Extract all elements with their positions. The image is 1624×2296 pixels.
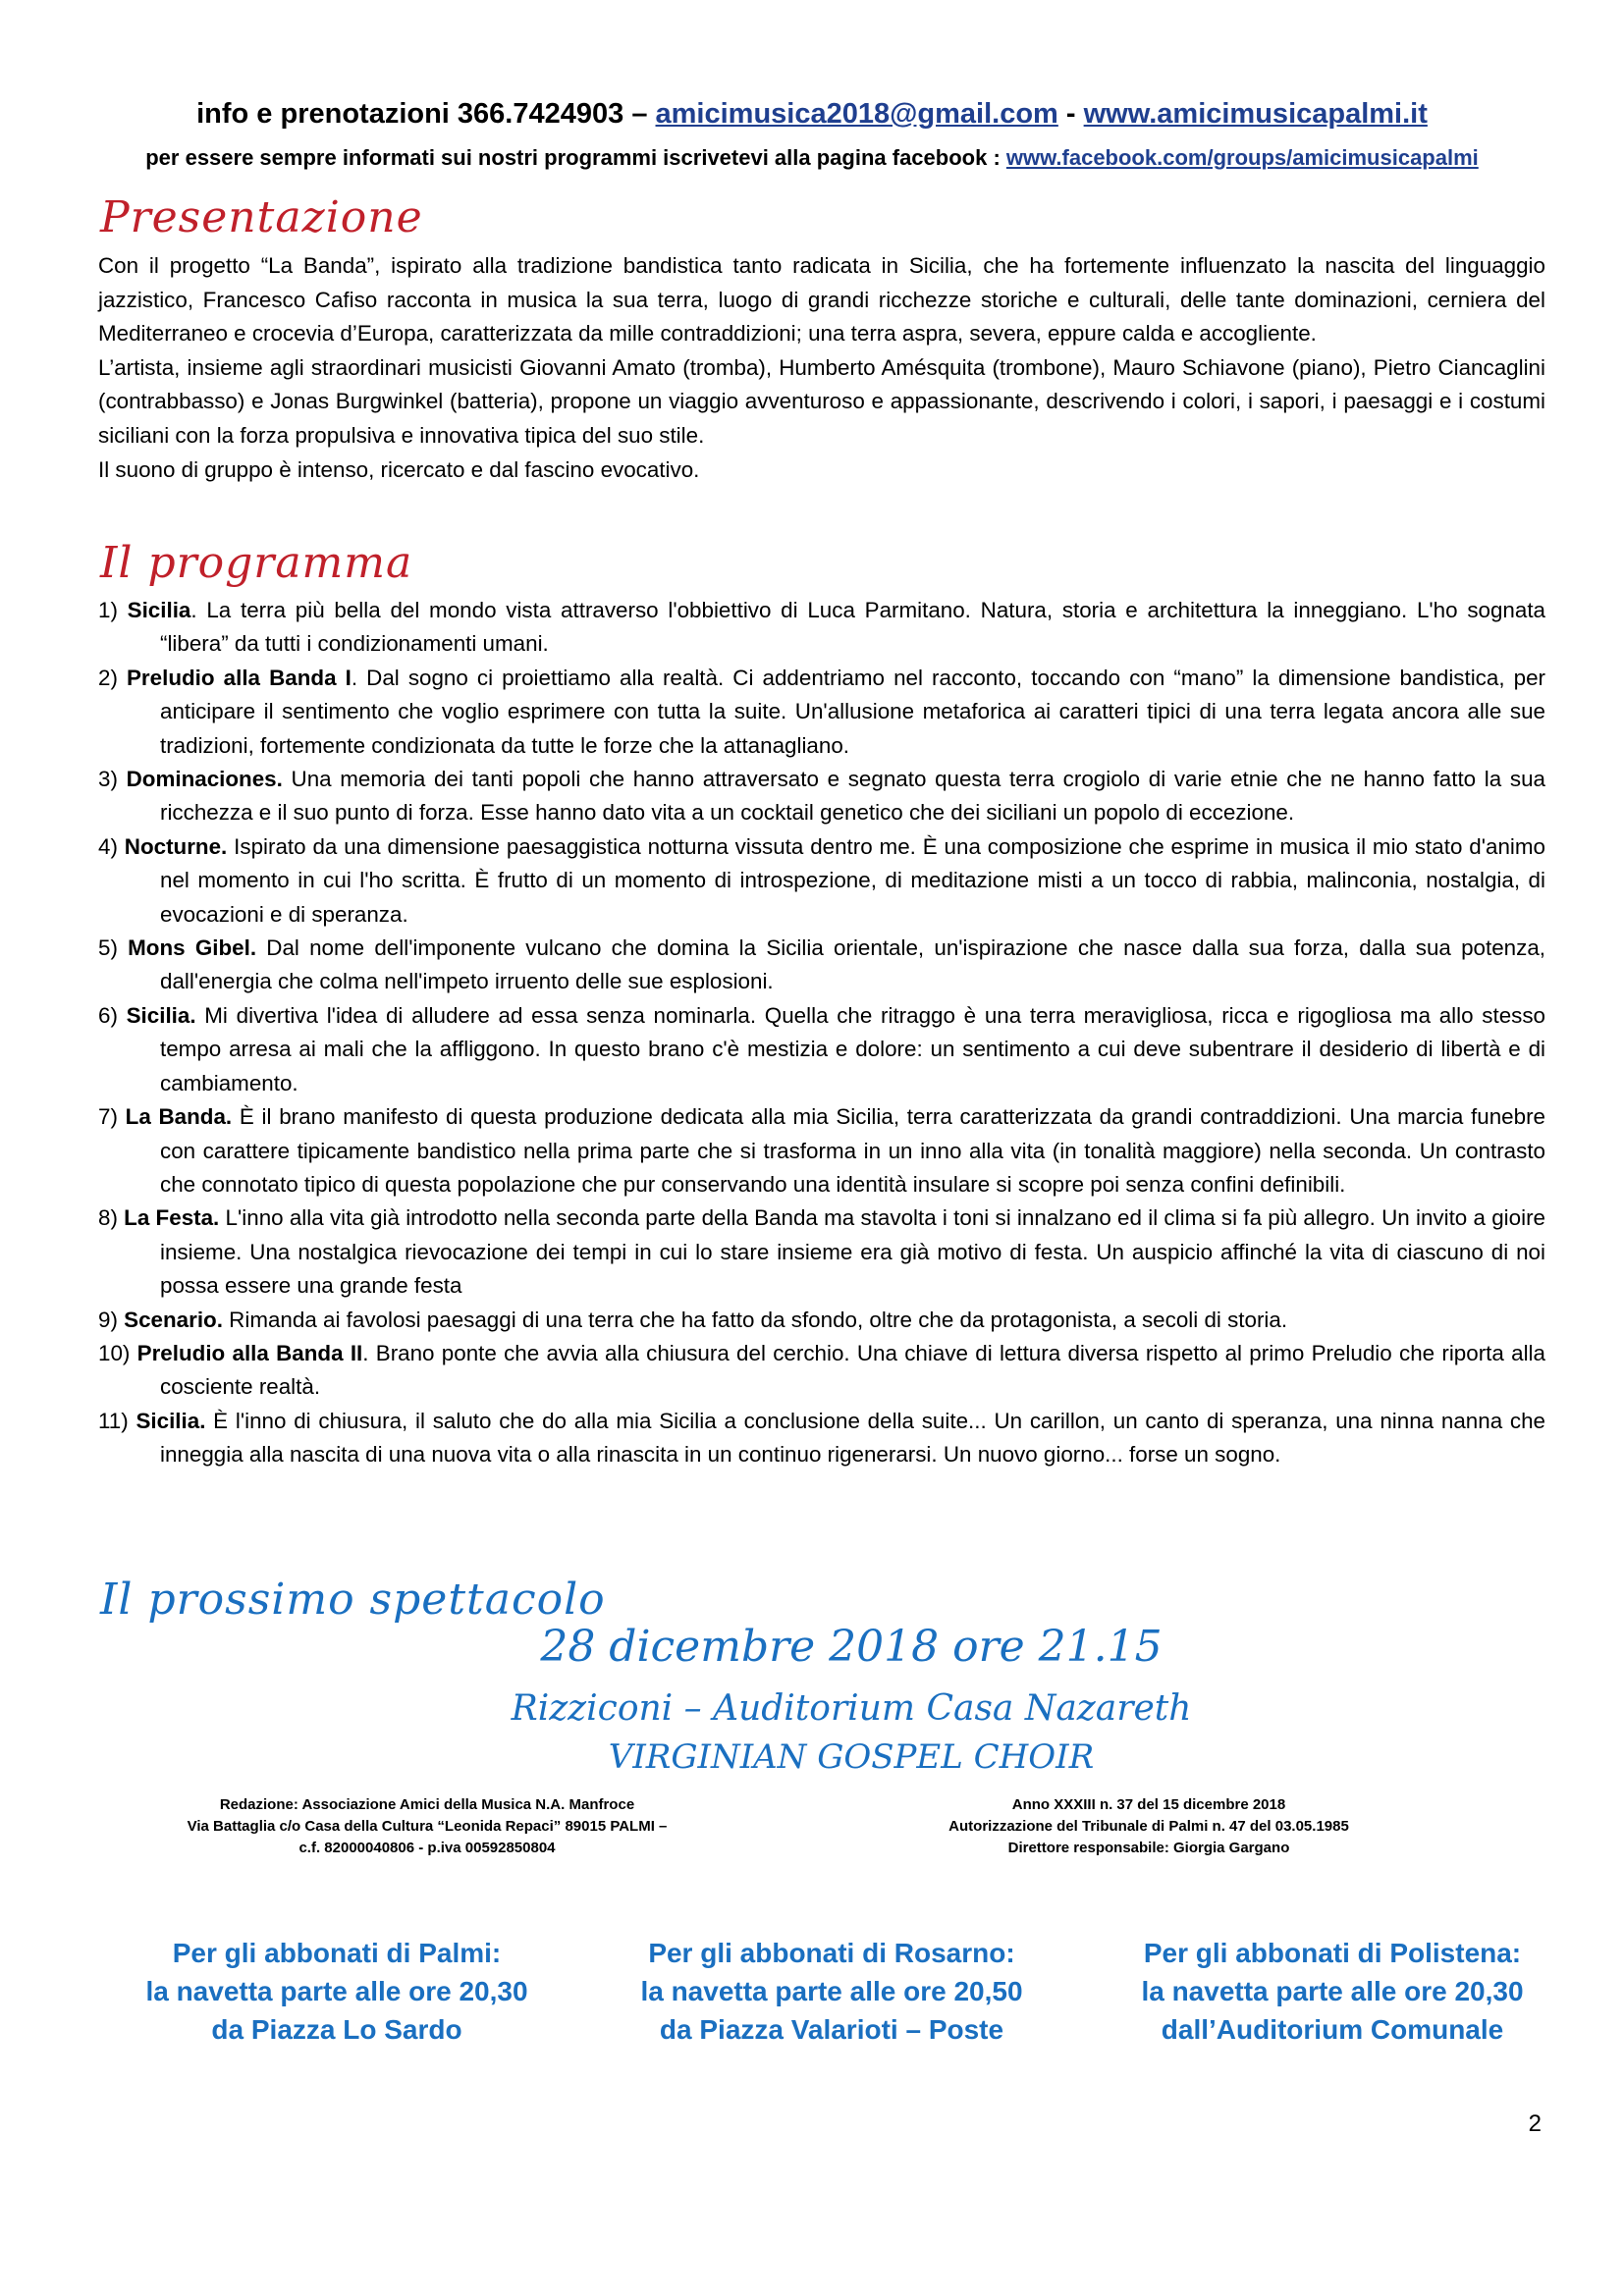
event-date: 28 dicembre 2018 ore 21.15 bbox=[540, 1622, 1163, 1672]
event-performer: VIRGINIAN GOSPEL CHOIR bbox=[608, 1737, 1095, 1777]
next-show-title: Il prossimo spettacolo bbox=[100, 1575, 606, 1625]
program-item: 2) Preludio alla Banda I. Dal sogno ci proiettiamo alla realtà. Ci addentriamo nel racconto, toccando con “mano” la dimensione bandistica, per anticipare il sentimento che voglio esprimere con tutta la suite. Un'allusione metaforica ai caratteri tipici di una terra legata ancora alle sue tradizioni, fortemente condizionata da tutte le forze che la attanagliano. bbox=[98, 665, 1545, 758]
program-item: 11) Sicilia. È l'inno di chiusura, il saluto che do alla mia Sicilia a conclusione della suite... Un carillon, un canto di speranza, una ninna nanna che inneggia alla nascita di una nuova vita o alla rinascita in un continuo rigenerarsi. Un nuovo giorno... forse un sogno. bbox=[98, 1408, 1546, 1468]
page-number: 2 bbox=[1528, 2110, 1542, 2137]
facebook-link[interactable]: www.facebook.com/groups/amicimusicapalmi bbox=[1005, 145, 1479, 170]
piece-title: La Banda. bbox=[125, 1104, 233, 1130]
piece-title: Dominaciones. bbox=[126, 767, 283, 792]
program-item: 5) Mons Gibel. Dal nome dell'imponente vulcano che domina la Sicilia orientale, un'ispirazione che nasce dalla sua forza, dalla sua potenza, dall'energia che colma nell'impeto irruento delle sue esplosioni. bbox=[98, 935, 1545, 994]
paragraph: L’artista, insieme agli straordinari musicisti Giovanni Amato (tromba), Humberto Amésquita (trombone), Mauro Schiavone (piano), Pietro Ciancaglini (contrabbasso) e Jonas Burgwinkel (batteria), propone un viaggio avventuroso e appassionante, descrivendo i colori, i sapori, i paesaggi e i costumi siciliani con la forza propulsiva e innovativa tipica del suo stile. bbox=[98, 354, 1545, 448]
facebook-prompt: per essere sempre informati sui nostri programmi iscrivetevi alla pagina facebook : bbox=[145, 145, 1006, 170]
program-item: 4) Nocturne. Ispirato da una dimensione paesaggistica notturna vissuta dentro me. È una composizione che esprime in musica il mio stato d'animo nel momento in cui l'ho scritta. È frutto di un momento di introspezione, di meditazione misti a un tocco di rabbia, malinconia, nostalgia, di evocazioni e di speranza. bbox=[98, 833, 1545, 927]
programma-title: Il programma bbox=[100, 538, 413, 588]
piece-title: Scenario. bbox=[124, 1307, 223, 1332]
piece-title: Nocturne. bbox=[124, 833, 228, 859]
contact-line bbox=[0, 98, 1624, 131]
program-item: 3) Dominaciones. Una memoria dei tanti popoli che hanno attraversato e segnato questa terra crogiolo di varie etnie che ne hanno fatto la sua ricchezza e il suo punto di forza. Esse hanno dato vita a un cocktail genetico che dei siciliani un popolo di eccezione. bbox=[98, 767, 1545, 826]
program-item: 7) La Banda. È il brano manifesto di questa produzione dedicata alla mia Sicilia, terra caratterizzata da grandi contraddizioni. Una marcia funebre con carattere tipicamente bandistico nella prima parte che si trasforma in un inno alla vita (in tonalità maggiore) nella seconda. Un contrasto che connotato tipico di questa popolazione che pur conservando una identità insulare si scopre poi senza confini definibili. bbox=[98, 1104, 1545, 1197]
piece-title: Sicilia. bbox=[126, 1002, 196, 1028]
program-list bbox=[98, 594, 1545, 1472]
paragraph: Il suono di gruppo è intenso, ricercato e dal fascino evocativo. bbox=[98, 456, 700, 482]
presentazione-title: Presentazione bbox=[100, 192, 423, 242]
program-item: 1) Sicilia. La terra più bella del mondo vista attraverso l'obbiettivo di Luca Parmitano. Natura, storia e architettura la inneggiano. L'ho sognata “libera” da tutti i condizionamenti umani. bbox=[98, 598, 1545, 657]
program-item: 8) La Festa. L'inno alla vita già introdotto nella seconda parte della Banda ma stavolta i toni si innalzano ed il clima si fa più allegro. Un invito a gioire insieme. Una nostalgica rievocazione dei tempi in cui lo stare insieme era già motivo di festa. Un auspicio affinché la vita di ciascuno di noi possa essere una grande festa bbox=[98, 1205, 1545, 1299]
piece-title: Sicilia. bbox=[135, 1408, 206, 1433]
contact-phone-text: info e prenotazioni 366.7424903 – bbox=[196, 98, 656, 130]
separator: - bbox=[1057, 98, 1084, 130]
paragraph: Con il progetto “La Banda”, ispirato alla tradizione bandistica tanto radicata in Sicilia, che ha fortemente influenzato la nascita del linguaggio jazzistico, Francesco Cafiso racconta in musica la sua terra, luogo di grandi ricchezze storiche e culturali, delle tante dominazioni, cerniera del Mediterraneo e crocevia d’Europa, caratterizzata da mille contraddizioni; una terra aspra, severa, eppure calda e accogliente. bbox=[98, 253, 1545, 347]
program-item: 10) Preludio alla Banda II. Brano ponte che avvia alla chiusura del cerchio. Una chiave di lettura diversa rispetto al primo Preludio che riporta alla cosciente realtà. bbox=[98, 1340, 1545, 1400]
piece-title: Mons Gibel. bbox=[128, 935, 257, 961]
publication-info: Anno XXXIII n. 37 del 15 dicembre 2018 Autorizzazione del Tribunale di Palmi n. 47 del 03.05.1985 Direttore responsabile: Giorgia Gargano bbox=[948, 1796, 1349, 1856]
event-venue: Rizziconi – Auditorium Casa Nazareth bbox=[511, 1688, 1192, 1729]
website-link[interactable]: www.amicimusicapalmi.it bbox=[1083, 98, 1428, 130]
editorial-info: Redazione: Associazione Amici della Musica N.A. Manfroce Via Battaglia c/o Casa della Cultura “Leonida Repaci” 89015 PALMI – c.f. 82000040806 - p.iva 00592850804 bbox=[187, 1796, 668, 1856]
presentazione-body bbox=[98, 249, 1545, 487]
facebook-line bbox=[0, 145, 1624, 171]
program-item: 9) Scenario. Rimanda ai favolosi paesaggi di una terra che ha fatto da sfondo, oltre che da protagonista, a secoli di storia. bbox=[98, 1307, 1288, 1332]
shuttle-info-rosarno: Per gli abbonati di Rosarno: la navetta parte alle ore 20,50 da Piazza Valarioti – Poste bbox=[640, 1938, 1023, 2045]
piece-title: Preludio alla Banda I bbox=[127, 665, 352, 690]
piece-title: Sicilia bbox=[127, 598, 191, 622]
shuttle-info-polistena: Per gli abbonati di Polistena: la navetta parte alle ore 20,30 dall’Auditorium Comunale bbox=[1141, 1938, 1524, 2045]
program-item: 6) Sicilia. Mi divertiva l'idea di alludere ad essa senza nominarla. Quella che ritraggo è una terra meravigliosa, ricca e rigogliosa ma allo stesso tempo arresa ai mali che la affliggono. In questo brano c'è mestizia e dolore: un sentimento a cui deve subentrare il desiderio di libertà e di cambiamento. bbox=[98, 1002, 1545, 1095]
piece-title: La Festa. bbox=[124, 1205, 220, 1231]
piece-title: Preludio alla Banda II bbox=[136, 1340, 363, 1365]
shuttle-info-palmi: Per gli abbonati di Palmi: la navetta parte alle ore 20,30 da Piazza Lo Sardo bbox=[145, 1938, 528, 2045]
email-link[interactable]: amicimusica2018@gmail.com bbox=[655, 98, 1058, 130]
